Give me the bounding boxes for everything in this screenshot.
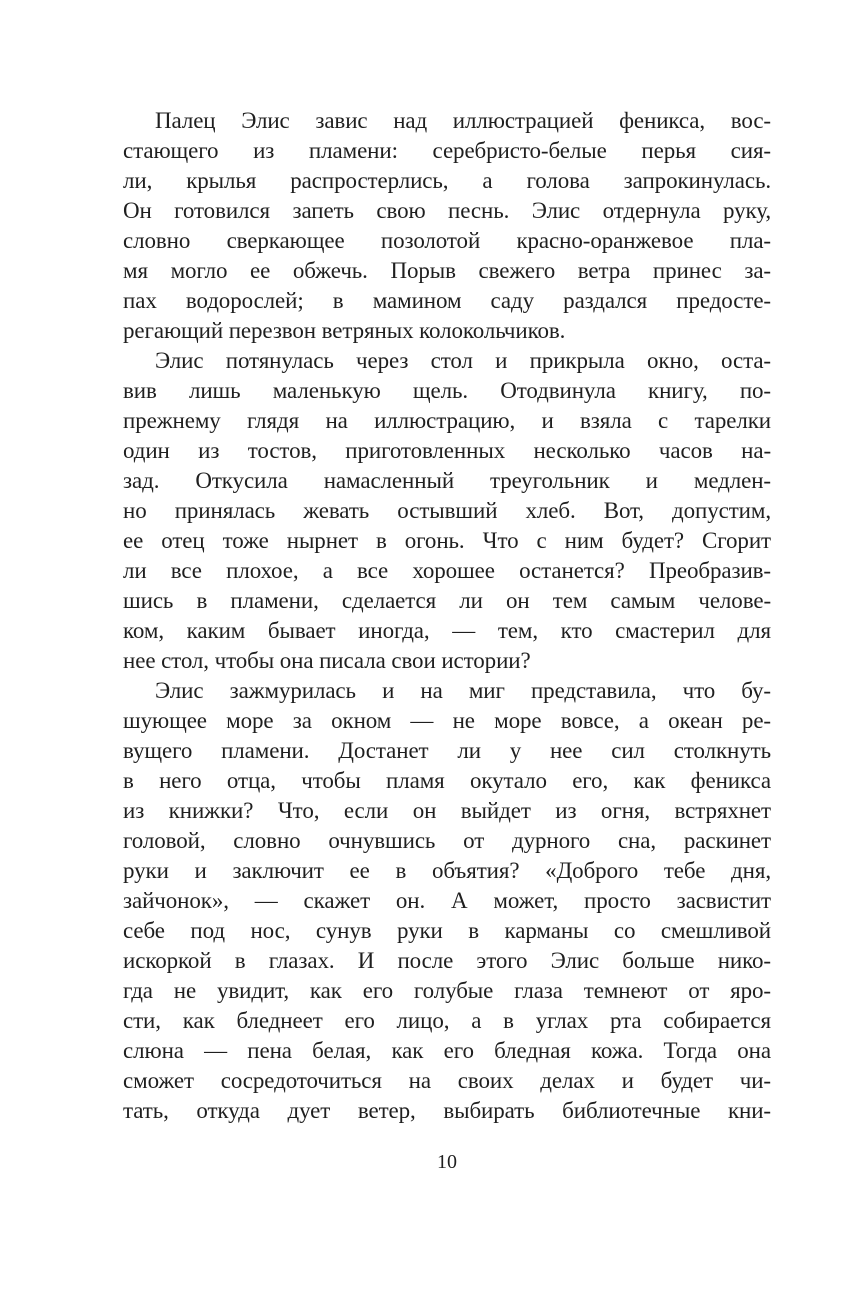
text-line: зад. Откусила намасленный треугольник и медлен-	[123, 468, 771, 493]
text-line: словно сверкающее позолотой красно-оранжевое пла-	[123, 228, 771, 253]
paragraph	[123, 676, 771, 1126]
text-line: ее отец тоже нырнет в огонь. Что с ним будет? Сгорит	[123, 528, 771, 553]
text-line: ли, крылья распростерлись, а голова запрокинулась.	[123, 168, 771, 193]
paragraph	[123, 346, 771, 676]
text-line: зайчонок», — скажет он. А может, просто засвистит	[123, 888, 771, 913]
text-line: но принялась жевать остывший хлеб. Вот, допустим,	[123, 498, 771, 523]
text-line: сти, как бледнеет его лицо, а в углах рта собирается	[123, 1008, 771, 1033]
text-line: головой, словно очнувшись от дурного сна, раскинет	[123, 828, 771, 853]
text-line: искоркой в глазах. И после этого Элис больше нико-	[123, 948, 771, 973]
text-line: Он готовился запеть свою песнь. Элис отдернула руку,	[123, 198, 771, 223]
text-line: ком, каким бывает иногда, — тем, кто смастерил для	[123, 618, 771, 643]
text-line: Элис зажмурилась и на миг представила, что бу-	[155, 678, 771, 703]
text-line: прежнему глядя на иллюстрацию, и взяла с тарелки	[123, 408, 771, 433]
text-line: гда не увидит, как его голубые глаза темнеют от яро-	[123, 978, 771, 1003]
text-line: пах водорослей; в мамином саду раздался предосте-	[123, 288, 771, 313]
text-line: в него отца, чтобы пламя окутало его, как феникса	[123, 768, 771, 793]
paragraph	[123, 106, 771, 346]
page-number: 10	[437, 1151, 457, 1173]
text-line: себе под нос, сунув руки в карманы со смешливой	[123, 918, 771, 943]
text-line: ли все плохое, а все хорошее останется? Преобразив-	[123, 558, 771, 583]
text-line: вив лишь маленькую щель. Отодвинула книгу, по-	[123, 378, 771, 403]
text-line: стающего из пламени: серебристо-белые перья сия-	[123, 138, 771, 163]
text-line: Элис потянулась через стол и прикрыла окно, оста-	[155, 348, 771, 373]
text-line: тать, откуда дует ветер, выбирать библиотечные кни-	[123, 1098, 771, 1123]
text-line: один из тостов, приготовленных несколько часов на-	[123, 438, 771, 463]
text-line: руки и заключит ее в объятия? «Доброго тебе дня,	[123, 858, 771, 883]
page-text-block	[123, 106, 771, 1126]
text-line: шующее море за окном — не море вовсе, а океан ре-	[123, 708, 771, 733]
text-line: шись в пламени, сделается ли он тем самым челове-	[123, 588, 771, 613]
text-line: мя могло ее обжечь. Порыв свежего ветра принес за-	[123, 258, 771, 283]
text-line: слюна — пена белая, как его бледная кожа. Тогда она	[123, 1038, 771, 1063]
text-line: Палец Элис завис над иллюстрацией феникса, вос-	[155, 108, 771, 133]
text-line: сможет сосредоточиться на своих делах и будет чи-	[123, 1068, 771, 1093]
text-line: регающий перезвон ветряных колокольчиков.	[123, 318, 566, 343]
text-line: вущего пламени. Достанет ли у нее сил столкнуть	[123, 738, 771, 763]
text-line: из книжки? Что, если он выйдет из огня, встряхнет	[123, 798, 771, 823]
text-line: нее стол, чтобы она писала свои истории?	[123, 648, 531, 673]
